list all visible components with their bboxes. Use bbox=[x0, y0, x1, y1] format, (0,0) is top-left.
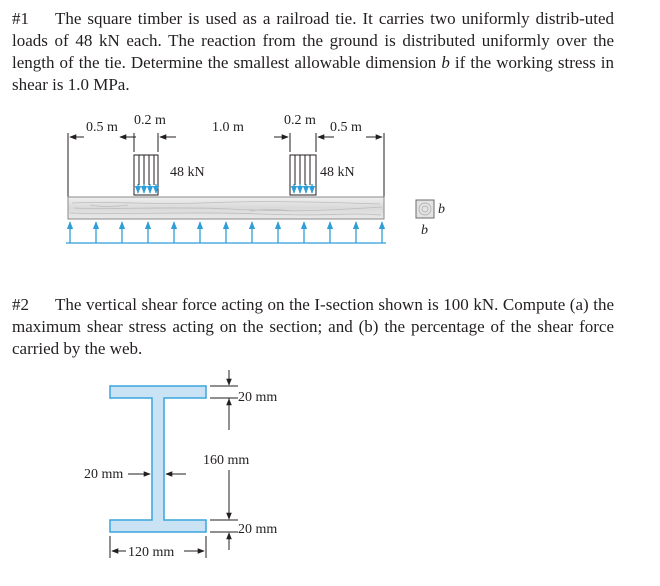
flange-width-label: 120 mm bbox=[128, 545, 175, 560]
ground-reaction bbox=[66, 222, 386, 243]
section-bottom-label: b bbox=[421, 223, 428, 238]
dim-right-end-label: 0.5 m bbox=[330, 120, 362, 135]
problem-2-number: #2 bbox=[12, 295, 29, 314]
problem-1-text-b: if the working stress in shear is 1.0 MPa. bbox=[12, 53, 614, 94]
left-load-label: 48 kN bbox=[170, 165, 205, 180]
left-distributed-load bbox=[134, 155, 158, 195]
timber-tie bbox=[68, 197, 384, 219]
web-height-label: 160 mm bbox=[203, 453, 250, 468]
web-thickness-label: 20 mm bbox=[84, 467, 124, 482]
square-cross-section bbox=[416, 200, 434, 218]
dim-center-label: 1.0 m bbox=[212, 120, 244, 135]
right-load-label: 48 kN bbox=[320, 165, 355, 180]
section-side-label: b bbox=[438, 202, 445, 217]
problem-2-text: The vertical shear force acting on the I-section shown is 100 kN. Compute (a) the maximum shear stress acting on the section; and (b) the percentage of the shear force carried by the web. bbox=[12, 295, 614, 358]
problem-1-variable: b bbox=[441, 53, 450, 72]
i-beam-section bbox=[110, 386, 206, 532]
problem-1-text-a: The square timber is used as a railroad tie. It carries two uniformly distrib-uted loads of 48 kN each. The reaction from the ground is distributed uniformly over the length of the tie. Determine the smallest allowable dimension bbox=[12, 9, 614, 72]
top-flange-label: 20 mm bbox=[238, 390, 278, 405]
railroad-tie-figure bbox=[66, 113, 445, 243]
dim-left-end-label: 0.5 m bbox=[86, 120, 118, 135]
dim-left-load-label: 0.2 m bbox=[134, 113, 166, 128]
right-distributed-load bbox=[290, 155, 316, 195]
problem-1-number: #1 bbox=[12, 9, 29, 28]
i-section-figure bbox=[84, 370, 277, 560]
bottom-flange-label: 20 mm bbox=[238, 522, 278, 537]
dim-right-load-label: 0.2 m bbox=[284, 113, 316, 128]
